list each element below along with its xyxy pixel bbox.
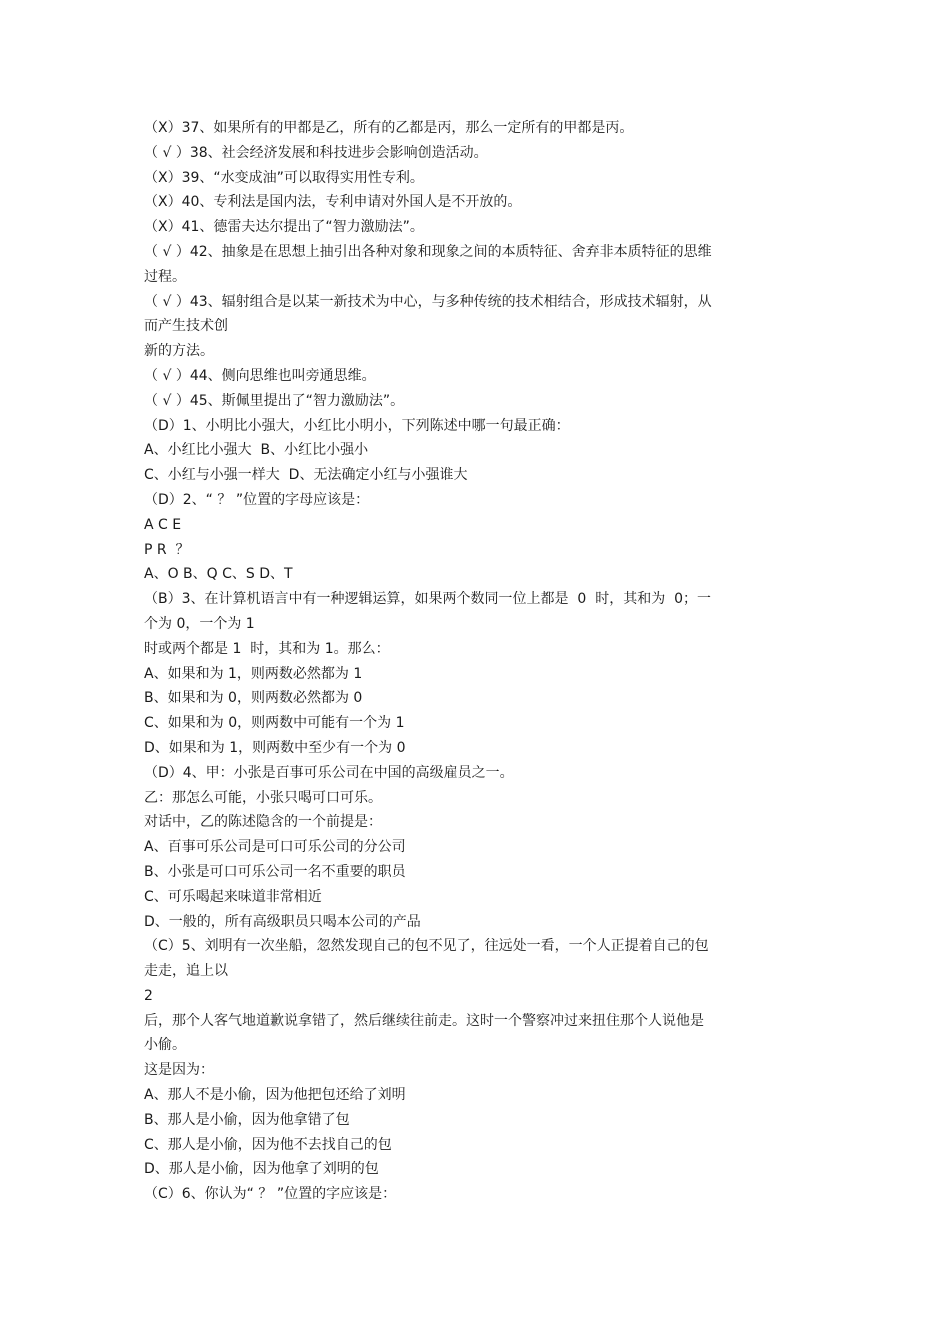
text-line: D、如果和为 1，则两数中至少有一个为 0	[144, 739, 406, 756]
page-number: 2	[144, 987, 153, 1004]
text-line: （D）4、甲：小张是百事可乐公司在中国的高级雇员之一。	[144, 764, 514, 781]
text-line: （D）2、“ ？ ”位置的字母应该是：	[144, 491, 370, 508]
text-line: （ √ ）38、社会经济发展和科技进步会影响创造活动。	[144, 144, 488, 161]
text-line: （B）3、在计算机语言中有一种逻辑运算，如果两个数同一位上都是 0 时，其和为 0；一	[144, 591, 712, 608]
text-line: （C）5、刘明有一次坐船，忽然发现自己的包不见了，往远处一看，一个人正提着自己的包	[144, 938, 709, 955]
text-line: （X）41、德雷夫达尔提出了“智力激励法”。	[144, 219, 424, 236]
text-line: B、小张是可口可乐公司一名不重要的职员	[144, 863, 406, 880]
text-line: （X）37、如果所有的甲都是乙，所有的乙都是丙，那么一定所有的甲都是丙。	[144, 120, 634, 136]
text-line: C、那人是小偷，因为他不去找自己的包	[144, 1136, 392, 1153]
text-line: A、那人不是小偷，因为他把包还给了刘明	[144, 1087, 406, 1104]
text-line: A、小红比小强大 B、小红比小强小	[144, 442, 369, 459]
document-page	[144, 116, 810, 1207]
text-line: A、如果和为 1，则两数必然都为 1	[144, 665, 363, 682]
text-line: D、那人是小偷，因为他拿了刘明的包	[144, 1161, 379, 1178]
text-line: 个为 0，一个为 1	[144, 615, 255, 632]
text-line: 时或两个都是 1 时，其和为 1。那么：	[144, 640, 390, 657]
text-line: B、那人是小偷，因为他拿错了包	[144, 1111, 350, 1128]
text-line: （ √ ）43、辐射组合是以某一新技术为中心，与多种传统的技术相结合，形成技术辐射，从	[144, 293, 712, 310]
text-line: A、O B、Q C、S D、T	[144, 566, 293, 583]
text-line: （X）40、专利法是国内法，专利申请对外国人是不开放的。	[144, 194, 522, 211]
text-line: C、可乐喝起来味道非常相近	[144, 888, 322, 905]
text-line: 而产生技术创	[144, 318, 228, 335]
text-line: 过程。	[144, 268, 186, 285]
text-line: 小偷。	[144, 1037, 186, 1054]
text-line: 走走，追上以	[144, 963, 228, 980]
text-line: B、如果和为 0，则两数必然都为 0	[144, 690, 363, 707]
text-line: （D）1、小明比小强大，小红比小明小，下列陈述中哪一句最正确：	[144, 417, 570, 434]
text-line: P R ？	[144, 541, 190, 558]
text-line: A C E	[144, 516, 182, 533]
text-line: C、如果和为 0，则两数中可能有一个为 1	[144, 715, 405, 732]
text-line: 新的方法。	[144, 343, 214, 360]
text-line: （C）6、你认为“ ？ ”位置的字应该是：	[144, 1186, 397, 1203]
text-line: （ √ ）44、侧向思维也叫旁通思维。	[144, 367, 376, 384]
text-line: 后，那个人客气地道歉说拿错了，然后继续往前走。这时一个警察冲过来扭住那个人说他是	[144, 1012, 704, 1029]
text-line: D、一般的，所有高级职员只喝本公司的产品	[144, 913, 421, 930]
text-line: C、小红与小强一样大 D、无法确定小红与小强谁大	[144, 467, 468, 484]
text-line: 对话中，乙的陈述隐含的一个前提是：	[144, 814, 382, 831]
text-line: （ √ ）45、斯佩里提出了“智力激励法”。	[144, 392, 405, 409]
text-line: A、百事可乐公司是可口可乐公司的分公司	[144, 839, 406, 856]
text-line: 乙：那怎么可能，小张只喝可口可乐。	[144, 789, 382, 806]
text-line: 这是因为：	[144, 1062, 214, 1079]
text-line: （X）39、“水变成油”可以取得实用性专利。	[144, 169, 424, 186]
text-line: （ √ ）42、抽象是在思想上抽引出各种对象和现象之间的本质特征、舍弃非本质特征的思维	[144, 243, 712, 260]
